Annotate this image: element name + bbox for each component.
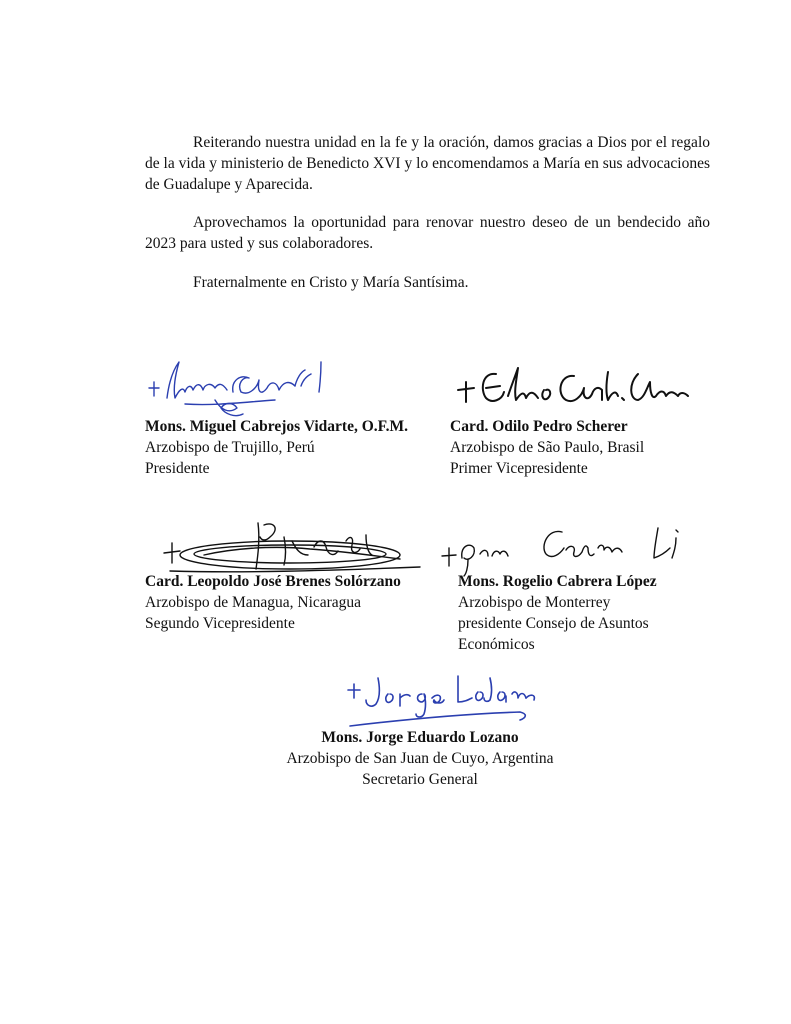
signatory-role: Primer Vicepresidente xyxy=(450,460,588,477)
signatory-name: Mons. Rogelio Cabrera López xyxy=(458,573,657,590)
signatory-name: Mons. Jorge Eduardo Lozano xyxy=(321,729,519,746)
signature-lozano xyxy=(340,668,540,733)
signature-scherer xyxy=(452,360,692,415)
signatory-role: presidente Consejo de Asuntos Económicos xyxy=(458,615,649,653)
paragraph-new-year-wishes: Aprovechamos la oportunidad para renovar nuestro deseo de un bendecido año 2023 para usted y sus colaboradores. xyxy=(145,214,710,252)
signatory-block-cabrera xyxy=(458,571,688,655)
signatory-title: Arzobispo de Trujillo, Perú xyxy=(145,439,315,456)
paragraph-closing: Fraternalmente en Cristo y María Santísima. xyxy=(193,274,469,291)
signatory-block-lozano xyxy=(270,727,570,790)
signatory-title: Arzobispo de Monterrey xyxy=(458,594,611,611)
signatory-name: Card. Odilo Pedro Scherer xyxy=(450,418,628,435)
signatory-name: Mons. Miguel Cabrejos Vidarte, O.F.M. xyxy=(145,418,409,435)
signatory-title: Arzobispo de San Juan de Cuyo, Argentina xyxy=(286,750,554,767)
signatory-block-cabrejos xyxy=(145,416,408,479)
signatory-block-scherer xyxy=(450,416,644,479)
signatory-role: Presidente xyxy=(145,460,210,477)
paragraph-gratitude: Reiterando nuestra unidad en la fe y la oración, damos gracias a Dios por el regalo de la vida y ministerio de Benedicto XVI y lo encomendamos a María en sus advocaciones de Guadalupe y Aparecida. xyxy=(145,134,710,193)
signatory-title: Arzobispo de São Paulo, Brasil xyxy=(450,439,645,456)
signatory-name: Card. Leopoldo José Brenes Solórzano xyxy=(145,573,401,590)
signatory-title: Arzobispo de Managua, Nicaragua xyxy=(145,594,362,611)
signature-cabrejos xyxy=(145,352,330,422)
signature-cabrera xyxy=(440,518,690,578)
signatory-block-brenes xyxy=(145,571,401,634)
signatory-role: Segundo Vicepresidente xyxy=(145,615,295,632)
signatory-role: Secretario General xyxy=(362,771,478,788)
